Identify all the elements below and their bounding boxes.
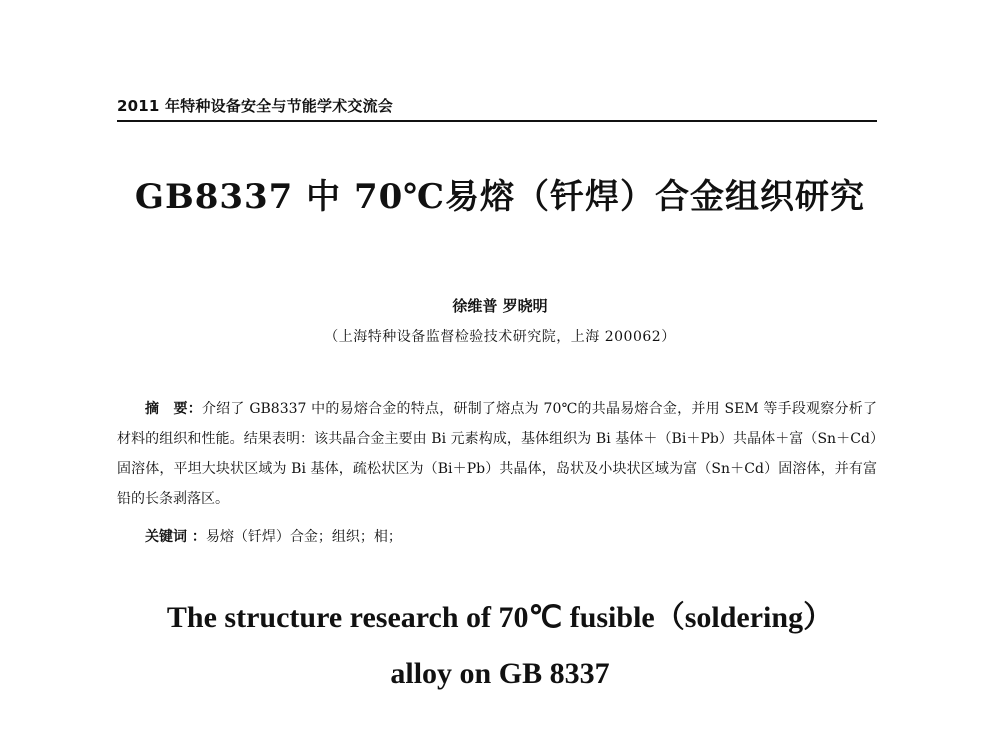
paper-title: GB8337 中 70℃易熔（钎焊）合金组织研究 [134, 177, 866, 217]
keywords [145, 526, 875, 548]
conference-header [117, 96, 877, 122]
abstract-text: 介绍了 GB8337 中的易熔合金的特点，研制了熔点为 70℃的共晶易熔合金，并用 SEM 等手段观察分析了材料的组织和性能。结果表明：该共晶合金主要由 Bi 元素构成，基体组织为 Bi 基体＋（Bi＋Pb）共晶体＋富（Sn＋Cd）固溶体，平坦大块状区域为 Bi 基体，疏松状区为（Bi＋Pb）共晶体，岛状及小块状区域为富（Sn＋Cd）固溶体，并有富铅的长条剥落区。 [117, 401, 877, 507]
english-title-line-1: The structure research of 70℃ fusible（soldering） [166, 601, 834, 634]
conference-name: 2011 年特种设备安全与节能学术交流会 [117, 97, 393, 115]
english-title-line-2: alloy on GB 8337 [390, 657, 610, 690]
authors: 徐维普 罗晓明 [452, 297, 548, 315]
keywords-text: 易熔（钎焊）合金；组织；相； [205, 529, 402, 545]
affiliation: （上海特种设备监督检验技术研究院，上海 200062） [324, 329, 676, 345]
abstract [117, 394, 877, 514]
abstract-label: 摘 要： [145, 401, 202, 417]
keywords-label: 关键词 ： [145, 529, 206, 545]
